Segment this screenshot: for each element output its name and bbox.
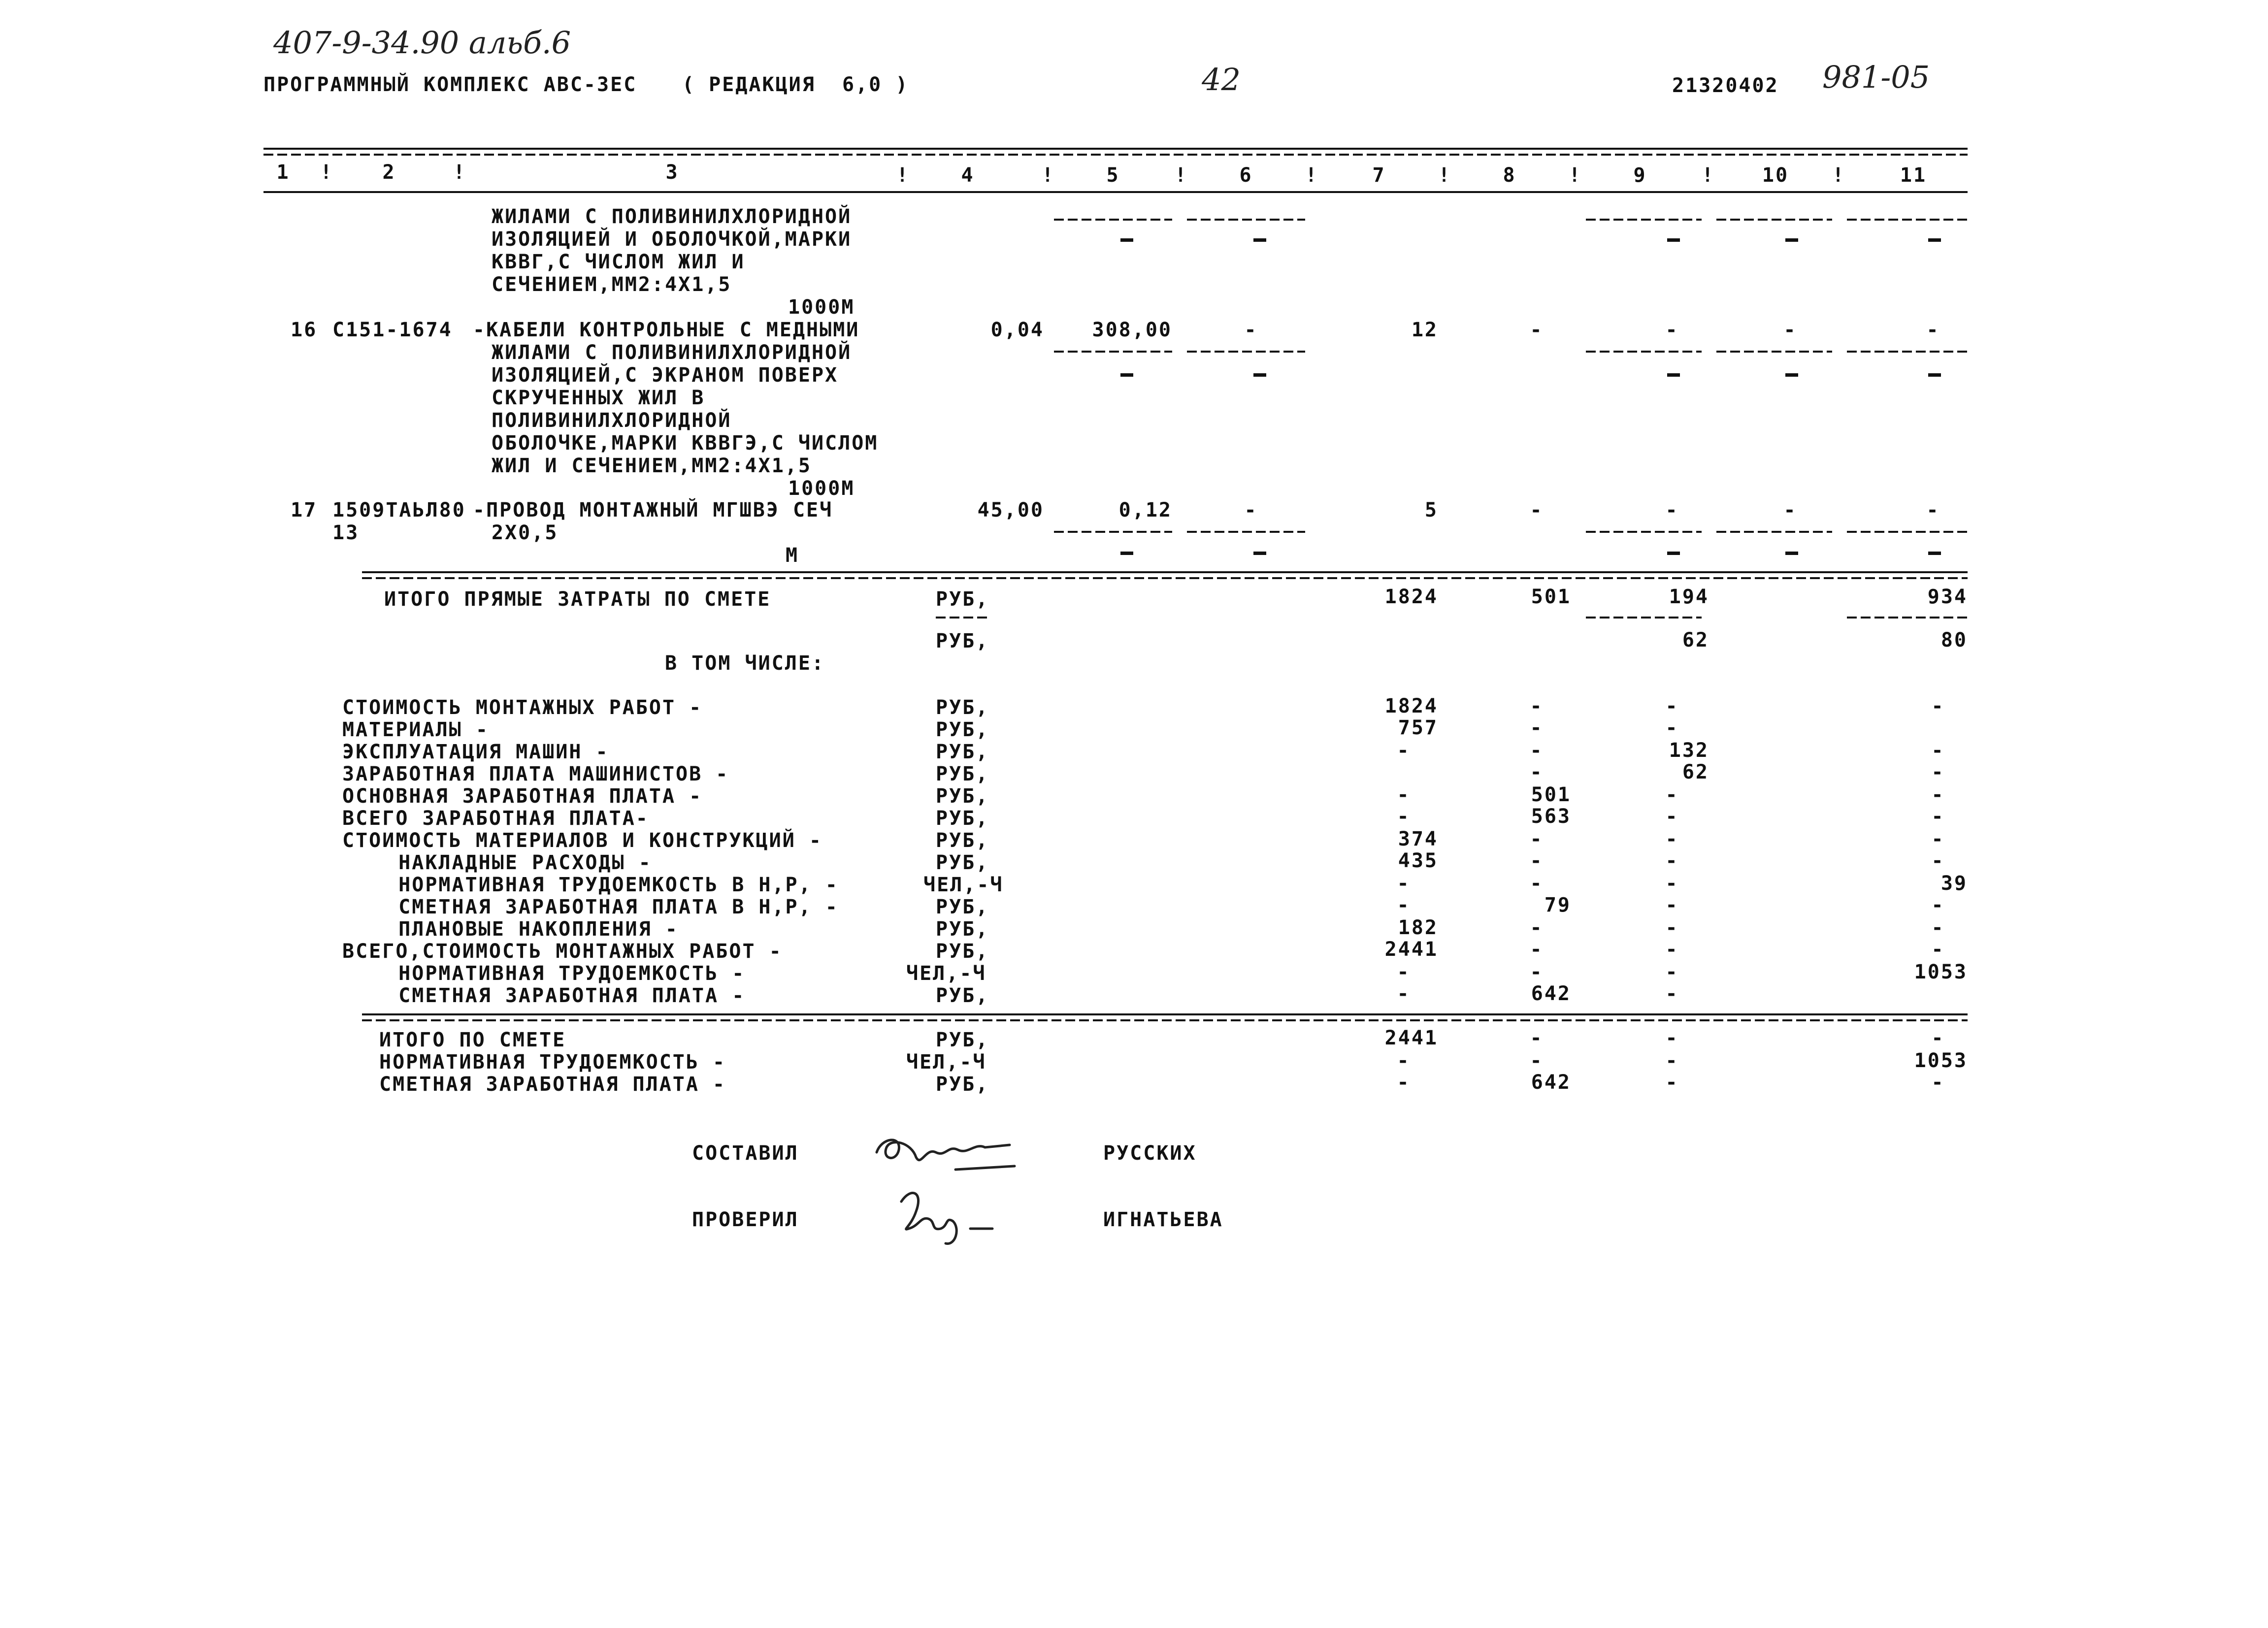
edition: ( РЕДАКЦИЯ 6,0 ) [682, 73, 909, 96]
c7: 2441 [1384, 938, 1438, 961]
rule [1847, 219, 1968, 221]
c9: - [1665, 1027, 1679, 1049]
handwritten-code-2: 981-05 [1822, 59, 1930, 95]
row-label: СМЕТНАЯ ЗАРАБОТНАЯ ПЛАТА - [379, 1073, 726, 1096]
text-line: 2Х0,5 [492, 521, 559, 544]
c7: 182 [1398, 916, 1438, 939]
c8: - [1530, 828, 1544, 850]
row-label: СМЕТНАЯ ЗАРАБОТНАЯ ПЛАТА - [372, 984, 746, 1007]
row-number: 16 [291, 319, 318, 341]
c8: 79 [1544, 894, 1571, 916]
c9: - [1665, 1049, 1679, 1072]
col-3: 3 [665, 161, 679, 184]
c9: - [1665, 783, 1679, 806]
c9: - [1665, 916, 1679, 939]
col-sep: ! [1438, 164, 1452, 187]
col-11: 11 [1900, 164, 1927, 187]
c7: 5 [1424, 499, 1438, 521]
c9: - [1665, 938, 1679, 961]
dash-mark [1785, 552, 1798, 555]
c7: - [1397, 1071, 1411, 1094]
rule [1054, 219, 1172, 221]
col-4: 4 [961, 164, 975, 187]
dash-mark [1667, 552, 1680, 555]
col-10: 10 [1762, 164, 1789, 187]
c9: - [1665, 849, 1679, 872]
dash-mark [1785, 373, 1798, 377]
row-label: НАКЛАДНЫЕ РАСХОДЫ - [372, 851, 652, 874]
rule [1586, 531, 1702, 533]
row-label: ВСЕГО,СТОИМОСТЬ МОНТАЖНЫХ РАБОТ - [342, 940, 783, 963]
unit: РУБ, [936, 984, 989, 1007]
rule [1847, 531, 1968, 533]
c8: - [1530, 716, 1544, 739]
c8: - [1530, 695, 1544, 717]
c7: 757 [1398, 716, 1438, 739]
handwritten-document-code: 407-9-34.90 альб.6 [273, 25, 571, 61]
rule [1586, 351, 1702, 353]
unit-price: 0,12 [1118, 499, 1172, 521]
c11: - [1931, 1071, 1945, 1094]
including-label: В ТОМ ЧИСЛЕ: [665, 652, 825, 675]
unit: РУБ, [936, 940, 989, 963]
c9: - [1665, 1071, 1679, 1094]
col-sep: ! [1042, 164, 1055, 187]
unit: РУБ, [936, 696, 989, 719]
c8: - [1530, 872, 1544, 895]
c7: - [1397, 805, 1411, 828]
col-9: 9 [1633, 164, 1647, 187]
dash-mark [1120, 373, 1133, 377]
header-rule-dash [263, 154, 1968, 156]
text-line: ИЗОЛЯЦИЕЙ И ОБОЛОЧКОЙ,МАРКИ [492, 228, 852, 251]
rule [1847, 617, 1968, 619]
c9: - [1665, 805, 1679, 828]
c11: - [1931, 805, 1945, 828]
unit: РУБ, [936, 741, 989, 763]
unit: ЧЕЛ,-Ч [906, 962, 986, 985]
section-rule [362, 571, 1968, 573]
rule [1716, 531, 1832, 533]
c11: - [1931, 849, 1945, 872]
text-line: ИЗОЛЯЦИЕЙ,С ЭКРАНОМ ПОВЕРХ [492, 364, 839, 387]
dash-mark [1667, 238, 1680, 242]
c10: - [1783, 319, 1797, 341]
dash-mark [1785, 238, 1798, 242]
col-7: 7 [1372, 164, 1386, 187]
rule [1586, 617, 1702, 619]
c9: 194 [1669, 586, 1709, 608]
c7: 1824 [1384, 695, 1438, 717]
c11: 39 [1940, 872, 1968, 895]
compiled-name: РУССКИХ [1103, 1142, 1197, 1165]
row-label: СТОИМОСТЬ МОНТАЖНЫХ РАБОТ - [342, 696, 703, 719]
c7: - [1397, 739, 1411, 762]
unit: РУБ, [936, 807, 989, 830]
c8: - [1530, 319, 1544, 341]
rule [1054, 351, 1172, 353]
checked-name: ИГНАТЬЕВА [1103, 1208, 1223, 1231]
col-2: 2 [382, 161, 396, 184]
dash-mark [1120, 552, 1133, 555]
col-sep: ! [896, 164, 910, 187]
row-label: НОРМАТИВНАЯ ТРУДОЕМКОСТЬ В Н,Р, - [372, 874, 839, 896]
c7: 2441 [1384, 1027, 1438, 1049]
rule [1187, 219, 1305, 221]
text-line: СЕЧЕНИЕМ,ММ2:4Х1,5 [492, 273, 732, 296]
c6: - [1244, 319, 1258, 341]
unit: ЧЕЛ,-Ч [923, 874, 1004, 896]
unit: РУБ, [936, 1073, 989, 1096]
program-name: ПРОГРАММНЫЙ КОМПЛЕКС АВС-3ЕС [263, 73, 637, 96]
document-code: 21320402 [1672, 74, 1779, 97]
c11b: 80 [1940, 629, 1968, 651]
col-sep: ! [320, 161, 334, 184]
c8: - [1530, 938, 1544, 961]
row-label: ВСЕГО ЗАРАБОТНАЯ ПЛАТА- [342, 807, 649, 830]
section-rule-dash [362, 577, 1968, 579]
c9: - [1665, 894, 1679, 916]
row-label: СМЕТНАЯ ЗАРАБОТНАЯ ПЛАТА В Н,Р, - [372, 896, 839, 918]
c7: - [1397, 783, 1411, 806]
row-code-2: 13 [332, 521, 360, 544]
c9: - [1665, 695, 1679, 717]
text-line: ОБОЛОЧКЕ,МАРКИ КВВГЭ,С ЧИСЛОМ [492, 432, 879, 455]
col-sep: ! [1305, 164, 1319, 187]
page-number: 42 [1202, 62, 1241, 98]
unit: 1000М [788, 296, 855, 319]
c8: - [1530, 961, 1544, 983]
c6: - [1244, 499, 1258, 521]
unit: 1000М [788, 477, 855, 500]
section-rule-dash [362, 1019, 1968, 1021]
rule [1716, 351, 1832, 353]
c9: - [1665, 982, 1679, 1005]
rule [1187, 531, 1305, 533]
c11: - [1931, 695, 1945, 717]
rule [1716, 219, 1832, 221]
section-rule [362, 1013, 1968, 1015]
c7: - [1397, 982, 1411, 1005]
row-label: НОРМАТИВНАЯ ТРУДОЕМКОСТЬ - [372, 962, 746, 985]
text-line: -ПРОВОД МОНТАЖНЫЙ МГШВЭ СЕЧ [473, 499, 833, 521]
unit: РУБ, [936, 588, 989, 611]
header-rule-bottom [263, 191, 1968, 193]
c11: 1053 [1914, 961, 1968, 983]
c11: 934 [1927, 586, 1968, 608]
row-label: ЗАРАБОТНАЯ ПЛАТА МАШИНИСТОВ - [342, 763, 729, 785]
c7: 435 [1398, 849, 1438, 872]
c7: 374 [1398, 828, 1438, 850]
c7: - [1397, 1049, 1411, 1072]
unit: РУБ, [936, 918, 989, 941]
rule [1586, 219, 1702, 221]
dash-mark [1253, 552, 1266, 555]
totals-direct-label: ИТОГО ПРЯМЫЕ ЗАТРАТЫ ПО СМЕТЕ [384, 588, 771, 611]
signature-compiled [862, 1123, 1024, 1177]
text-line: ПОЛИВИНИЛХЛОРИДНОЙ [492, 409, 732, 432]
header-rule-top [263, 148, 1968, 150]
rule [1187, 351, 1305, 353]
c8: 501 [1531, 586, 1571, 608]
row-label: ОСНОВНАЯ ЗАРАБОТНАЯ ПЛАТА - [342, 785, 703, 808]
c9: - [1665, 828, 1679, 850]
c7: - [1397, 872, 1411, 895]
c8: 563 [1531, 805, 1571, 828]
c8: - [1530, 1049, 1544, 1072]
c9: 132 [1669, 739, 1709, 762]
unit: РУБ, [936, 718, 989, 741]
c8: - [1530, 499, 1544, 521]
c8: - [1530, 739, 1544, 762]
c9: 62 [1682, 761, 1709, 783]
c11: - [1926, 499, 1940, 521]
c11: 1053 [1914, 1049, 1968, 1072]
c9: - [1665, 961, 1679, 983]
c10: - [1783, 499, 1797, 521]
c9: - [1665, 499, 1679, 521]
col-sep: ! [1832, 164, 1846, 187]
col-sep: ! [1702, 164, 1715, 187]
c8: - [1530, 849, 1544, 872]
text-line: ЖИЛ И СЕЧЕНИЕМ,ММ2:4Х1,5 [492, 455, 812, 477]
c7: 12 [1411, 319, 1438, 341]
c7: - [1397, 961, 1411, 983]
unit: РУБ, [936, 763, 989, 785]
c8: 642 [1531, 982, 1571, 1005]
dash-mark [1928, 552, 1941, 555]
dash-mark [1928, 373, 1941, 377]
c11: - [1926, 319, 1940, 341]
c7: - [1397, 894, 1411, 916]
unit: РУБ, [936, 1029, 989, 1051]
row-label: ПЛАНОВЫЕ НАКОПЛЕНИЯ - [372, 918, 679, 941]
row-code: С151-1674 [332, 319, 453, 341]
unit: РУБ, [936, 785, 989, 808]
row-label: ИТОГО ПО СМЕТЕ [379, 1029, 566, 1051]
text-line: КВВГ,С ЧИСЛОМ ЖИЛ И [492, 251, 745, 273]
unit: М [786, 544, 799, 567]
text-line: ЖИЛАМИ С ПОЛИВИНИЛХЛОРИДНОЙ [492, 341, 852, 364]
c9: - [1665, 319, 1679, 341]
text-line: СКРУЧЕННЫХ ЖИЛ В [492, 387, 705, 409]
col-sep: ! [1175, 164, 1188, 187]
c8: - [1530, 761, 1544, 783]
c9: - [1665, 716, 1679, 739]
compiled-label: СОСТАВИЛ [692, 1142, 799, 1165]
col-sep: ! [453, 161, 467, 184]
quantity: 45,00 [977, 499, 1044, 521]
c7: 1824 [1384, 586, 1438, 608]
text-line: -КАБЕЛИ КОНТРОЛЬНЫЕ С МЕДНЫМИ [473, 319, 860, 341]
signature-checked [891, 1182, 1005, 1251]
rule [1054, 531, 1172, 533]
col-sep: ! [1569, 164, 1582, 187]
col-5: 5 [1106, 164, 1120, 187]
dash-mark [1253, 238, 1266, 242]
unit: РУБ, [936, 829, 989, 852]
c8: 501 [1531, 783, 1571, 806]
checked-label: ПРОВЕРИЛ [692, 1208, 799, 1231]
quantity: 0,04 [990, 319, 1044, 341]
rule [1847, 351, 1968, 353]
row-label: МАТЕРИАЛЫ - [342, 718, 489, 741]
c11: - [1931, 783, 1945, 806]
col-6: 6 [1239, 164, 1253, 187]
c8: - [1530, 916, 1544, 939]
c11: - [1931, 894, 1945, 916]
row-label: НОРМАТИВНАЯ ТРУДОЕМКОСТЬ - [379, 1051, 726, 1074]
dash-mark [1667, 373, 1680, 377]
c11: - [1931, 916, 1945, 939]
row-number: 17 [291, 499, 318, 521]
row-code: 1509ТАЬЛ80 [332, 499, 466, 521]
rule [936, 617, 990, 619]
unit: РУБ, [936, 851, 989, 874]
row-label: СТОИМОСТЬ МАТЕРИАЛОВ И КОНСТРУКЦИЙ - [342, 829, 822, 852]
text-line: ЖИЛАМИ С ПОЛИВИНИЛХЛОРИДНОЙ [492, 205, 852, 228]
unit: ЧЕЛ,-Ч [906, 1051, 986, 1074]
col-1: 1 [276, 161, 290, 184]
row-label: ЭКСПЛУАТАЦИЯ МАШИН - [342, 741, 609, 763]
col-8: 8 [1503, 164, 1516, 187]
c8: - [1530, 1027, 1544, 1049]
unit: РУБ, [936, 896, 989, 918]
unit-price: 308,00 [1092, 319, 1172, 341]
c11: - [1931, 938, 1945, 961]
unit: РУБ, [936, 630, 989, 652]
c9b: 62 [1682, 629, 1709, 651]
c9: - [1665, 872, 1679, 895]
c11: - [1931, 1027, 1945, 1049]
c11: - [1931, 739, 1945, 762]
dash-mark [1253, 373, 1266, 377]
dash-mark [1928, 238, 1941, 242]
dash-mark [1120, 238, 1133, 242]
c8: 642 [1531, 1071, 1571, 1094]
c11: - [1931, 761, 1945, 783]
c11: - [1931, 828, 1945, 850]
